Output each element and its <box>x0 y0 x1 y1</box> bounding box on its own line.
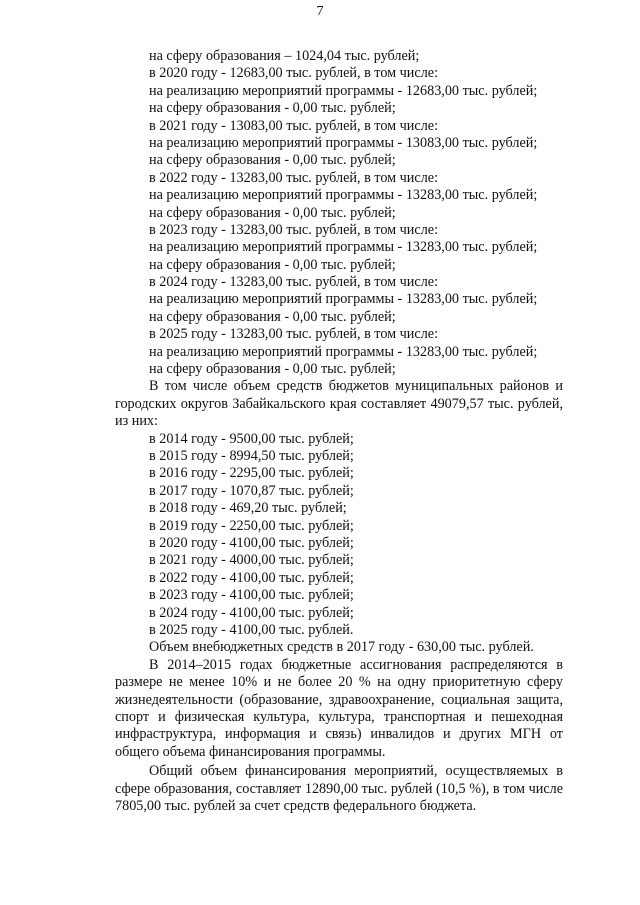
list-item: в 2023 году - 4100,00 тыс. рублей; <box>149 587 354 604</box>
list-item: на сферу образования - 0,00 тыс. рублей; <box>149 256 396 273</box>
list-item: на реализацию мероприятий программы - 13283,00 тыс. рублей; <box>149 187 538 204</box>
list-item: в 2021 году - 13083,00 тыс. рублей, в том числе: <box>149 117 439 134</box>
list-item: в 2015 году - 8994,50 тыс. рублей; <box>149 448 354 465</box>
municipal-by-year-list <box>115 431 563 640</box>
list-item: на реализацию мероприятий программы - 13083,00 тыс. рублей; <box>149 134 538 151</box>
list-item: на реализацию мероприятий программы - 13283,00 тыс. рублей; <box>149 291 538 308</box>
list-item: в 2025 году - 13283,00 тыс. рублей, в том числе: <box>149 326 439 343</box>
list-item: в 2022 году - 4100,00 тыс. рублей; <box>149 569 354 586</box>
list-item: в 2021 году - 4000,00 тыс. рублей; <box>149 552 354 569</box>
list-item: в 2017 году - 1070,87 тыс. рублей; <box>149 482 354 499</box>
municipal-budget-paragraph: В том числе объем средств бюджетов муниципальных районов и городских округов Забайкальского края составляет 49079,57 тыс. рублей, из них: <box>115 378 563 430</box>
list-item: на сферу образования - 0,00 тыс. рублей; <box>149 308 396 325</box>
list-item: в 2024 году - 13283,00 тыс. рублей, в том числе: <box>149 274 439 291</box>
list-item: в 2020 году - 4100,00 тыс. рублей; <box>149 534 354 551</box>
list-item: на сферу образования – 1024,04 тыс. рублей; <box>149 48 420 64</box>
list-item: на сферу образования - 0,00 тыс. рублей; <box>149 152 396 169</box>
list-item: на реализацию мероприятий программы - 13283,00 тыс. рублей; <box>149 343 538 360</box>
list-item: в 2024 году - 4100,00 тыс. рублей; <box>149 604 354 621</box>
list-item: на сферу образования - 0,00 тыс. рублей; <box>149 204 396 221</box>
list-item: на сферу образования - 0,00 тыс. рублей; <box>149 361 396 378</box>
list-item: в 2020 году - 12683,00 тыс. рублей, в том числе: <box>149 65 439 82</box>
list-item: в 2025 году - 4100,00 тыс. рублей. <box>149 621 354 638</box>
extrabudget-paragraph: Объем внебюджетных средств в 2017 году - 630,00 тыс. рублей. <box>149 639 534 656</box>
education-funding-paragraph: Общий объем финансирования мероприятий, осуществляемых в сфере образования, составляет 12890,00 тыс. рублей (10,5 %), в том числе 7805,00 тыс. рублей за счет средств федерального бюджета. <box>115 763 563 814</box>
funding-by-year-list <box>115 48 563 378</box>
list-item: в 2018 году - 469,20 тыс. рублей; <box>149 500 347 517</box>
page-number: 7 <box>316 4 324 19</box>
list-item: на сферу образования - 0,00 тыс. рублей; <box>149 100 396 117</box>
list-item: в 2023 году - 13283,00 тыс. рублей, в том числе: <box>149 221 439 238</box>
list-item: в 2022 году - 13283,00 тыс. рублей, в том числе: <box>149 169 439 186</box>
list-item: на реализацию мероприятий программы - 12683,00 тыс. рублей; <box>149 82 538 99</box>
list-item: на реализацию мероприятий программы - 13283,00 тыс. рублей; <box>149 239 538 256</box>
list-item: в 2016 году - 2295,00 тыс. рублей; <box>149 465 354 482</box>
list-item: в 2019 году - 2250,00 тыс. рублей; <box>149 517 354 534</box>
allocation-paragraph: В 2014–2015 годах бюджетные ассигнования распределяются в размере не менее 10% и не более 20 % на одну приоритетную сферу жизнедеятельности (образование, здравоохранение, социальная защита, спорт и физическая культура, культура, транспортная и пешеходная инфраструктура, информация и связь) инвалидов и других МГН от общего объема финансирования программы. <box>115 656 563 760</box>
document-body <box>115 48 563 815</box>
list-item: в 2014 году - 9500,00 тыс. рублей; <box>149 430 354 447</box>
